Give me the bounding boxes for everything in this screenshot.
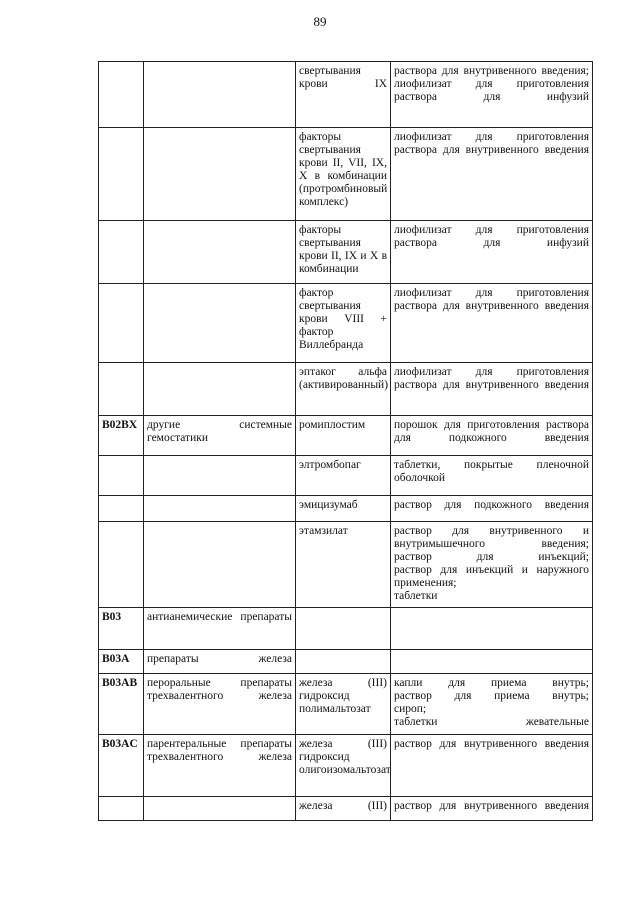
group-cell bbox=[144, 496, 296, 522]
atc-code-cell: B03 bbox=[99, 608, 144, 650]
drug-name-cell: эптаког альфа (активированный) bbox=[296, 363, 391, 416]
drug-name-cell: факторы свертывания крови II, IX и X в комбинации bbox=[296, 221, 391, 284]
table-row bbox=[99, 496, 593, 522]
table-row bbox=[99, 416, 593, 456]
group-cell: пероральные препараты трехвалентного железа bbox=[144, 674, 296, 735]
atc-code-cell: B03AC bbox=[99, 735, 144, 797]
table-row bbox=[99, 284, 593, 363]
dosage-form: таблетки жевательные bbox=[394, 716, 589, 728]
dosage-forms-cell bbox=[391, 456, 593, 496]
group-cell bbox=[144, 797, 296, 821]
drug-name-cell: фактор свертывания крови VIII + фактор Виллебранда bbox=[296, 284, 391, 363]
table-row bbox=[99, 608, 593, 650]
dosage-form: лиофилизат для приготовления раствора для инфузий bbox=[394, 224, 589, 249]
dosage-form: раствора для внутривенного введения; bbox=[394, 65, 589, 77]
atc-code-cell bbox=[99, 128, 144, 221]
group-cell bbox=[144, 363, 296, 416]
dosage-form: раствор для внутривенного введения bbox=[394, 738, 589, 750]
atc-code-cell bbox=[99, 62, 144, 128]
table-row bbox=[99, 363, 593, 416]
drug-name-cell: этамзилат bbox=[296, 522, 391, 608]
table-row bbox=[99, 522, 593, 608]
drug-name-cell: свертывания крови IX bbox=[296, 62, 391, 128]
drug-name-cell: ромиплостим bbox=[296, 416, 391, 456]
table-row bbox=[99, 735, 593, 797]
atc-code-cell bbox=[99, 221, 144, 284]
atc-code-cell bbox=[99, 363, 144, 416]
group-cell bbox=[144, 62, 296, 128]
group-cell bbox=[144, 221, 296, 284]
group-cell: другие системные гемостатики bbox=[144, 416, 296, 456]
atc-code-cell: B02BX bbox=[99, 416, 144, 456]
dosage-forms-cell bbox=[391, 735, 593, 797]
atc-code-cell bbox=[99, 456, 144, 496]
drug-table-body bbox=[99, 62, 593, 821]
dosage-forms-cell bbox=[391, 416, 593, 456]
atc-code-cell: B03AB bbox=[99, 674, 144, 735]
dosage-form: лиофилизат для приготовления раствора для инфузий bbox=[394, 78, 589, 103]
drug-name-cell: эмицизумаб bbox=[296, 496, 391, 522]
group-cell bbox=[144, 522, 296, 608]
dosage-form: раствор для подкожного введения bbox=[394, 499, 589, 511]
group-cell: антианемические препараты bbox=[144, 608, 296, 650]
dosage-form: раствор для приема внутрь; bbox=[394, 690, 589, 702]
dosage-forms-cell bbox=[391, 284, 593, 363]
dosage-form: лиофилизат для приготовления раствора для внутривенного введения bbox=[394, 366, 589, 391]
dosage-forms-cell bbox=[391, 522, 593, 608]
table-row bbox=[99, 128, 593, 221]
dosage-forms-cell bbox=[391, 221, 593, 284]
dosage-form: лиофилизат для приготовления раствора для внутривенного введения bbox=[394, 287, 589, 312]
table-row bbox=[99, 62, 593, 128]
group-cell: парентеральные препараты трехвалентного железа bbox=[144, 735, 296, 797]
dosage-forms-cell bbox=[391, 62, 593, 128]
dosage-forms-cell bbox=[391, 608, 593, 650]
drug-name-cell: железа (III) bbox=[296, 797, 391, 821]
drug-name-cell: факторы свертывания крови II, VII, IX, X в комбинации (протромбиновый комплекс) bbox=[296, 128, 391, 221]
dosage-forms-cell bbox=[391, 650, 593, 674]
dosage-form: таблетки, покрытые пленочной оболочкой bbox=[394, 459, 589, 484]
dosage-form: раствор для внутривенного и внутримышечного введения; bbox=[394, 525, 589, 550]
drug-name-cell bbox=[296, 650, 391, 674]
group-cell bbox=[144, 284, 296, 363]
table-row bbox=[99, 797, 593, 821]
drug-name-cell: железа (III) гидроксид олигоизомальтозат bbox=[296, 735, 391, 797]
group-cell bbox=[144, 456, 296, 496]
drug-name-cell bbox=[296, 608, 391, 650]
drug-name-cell: элтромбопаг bbox=[296, 456, 391, 496]
dosage-form: порошок для приготовления раствора для подкожного введения bbox=[394, 419, 589, 444]
table-row bbox=[99, 650, 593, 674]
atc-code-cell bbox=[99, 797, 144, 821]
dosage-form: раствор для внутривенного введения bbox=[394, 800, 589, 812]
dosage-forms-cell bbox=[391, 496, 593, 522]
dosage-forms-cell bbox=[391, 674, 593, 735]
table-row bbox=[99, 456, 593, 496]
group-cell: препараты железа bbox=[144, 650, 296, 674]
dosage-forms-cell bbox=[391, 128, 593, 221]
atc-code-cell bbox=[99, 284, 144, 363]
dosage-forms-cell bbox=[391, 797, 593, 821]
atc-code-cell: B03A bbox=[99, 650, 144, 674]
atc-code-cell bbox=[99, 496, 144, 522]
dosage-form: раствор для инъекций; bbox=[394, 551, 589, 563]
group-cell bbox=[144, 128, 296, 221]
dosage-form: лиофилизат для приготовления раствора для внутривенного введения bbox=[394, 131, 589, 156]
dosage-form: таблетки bbox=[394, 590, 438, 602]
dosage-form: раствор для инъекций и наружного применения; bbox=[394, 564, 589, 589]
dosage-form: капли для приема внутрь; bbox=[394, 677, 589, 689]
table-row bbox=[99, 674, 593, 735]
drug-name-cell: железа (III) гидроксид полимальтозат bbox=[296, 674, 391, 735]
table-row bbox=[99, 221, 593, 284]
dosage-forms-cell bbox=[391, 363, 593, 416]
drug-table bbox=[98, 61, 593, 821]
dosage-form: сироп; bbox=[394, 703, 427, 715]
page-number: 89 bbox=[313, 14, 327, 29]
atc-code-cell bbox=[99, 522, 144, 608]
